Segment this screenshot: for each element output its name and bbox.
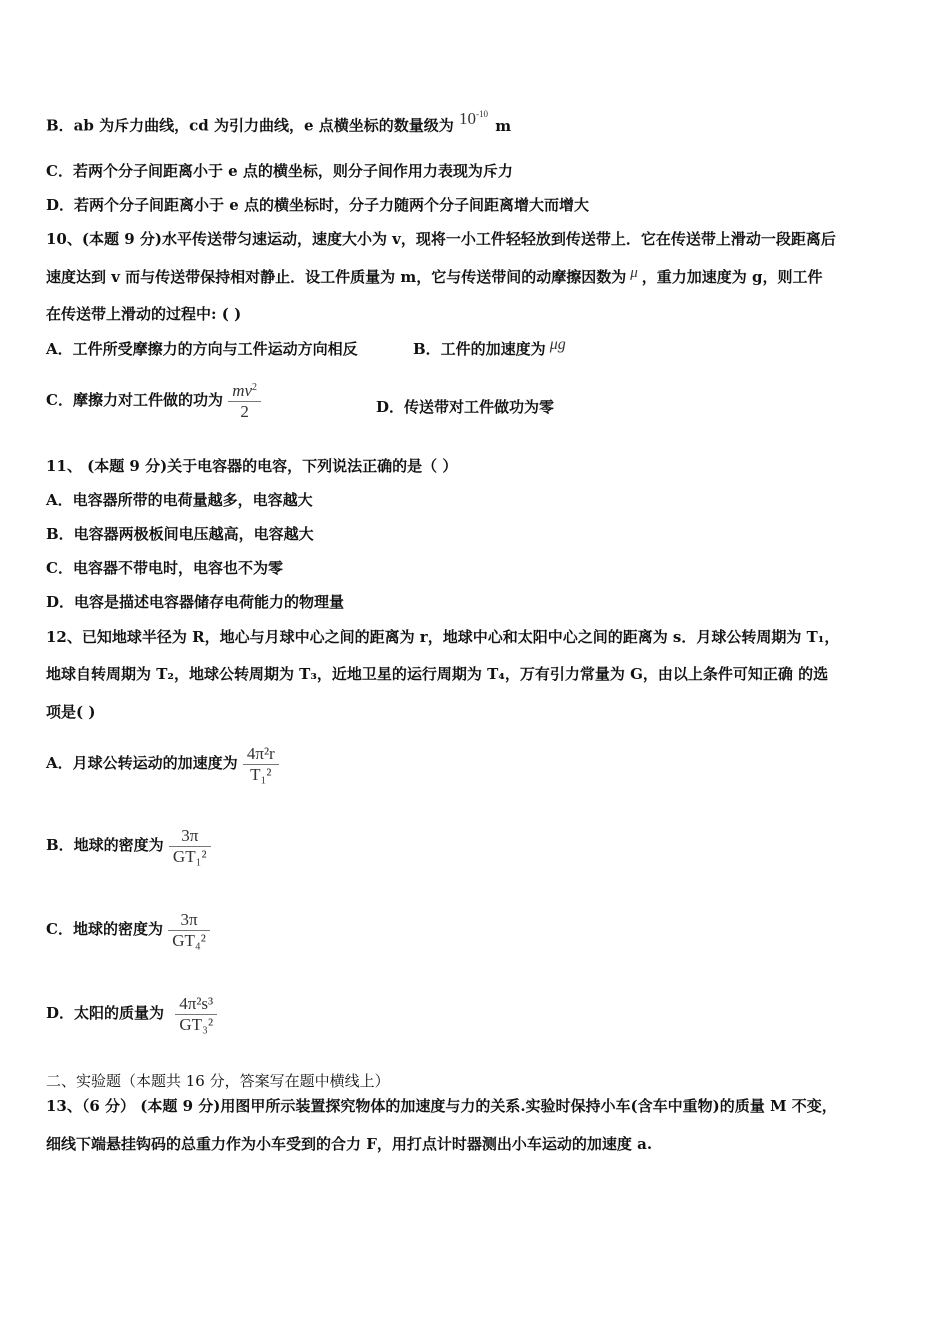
q11-stem: 11、 (本题 9 分)关于电容器的电容，下列说法正确的是（ ） bbox=[46, 457, 458, 475]
fraction-numerator bbox=[228, 382, 261, 401]
q10-option-b bbox=[413, 336, 566, 360]
q12-stem-line3: 项是( ) bbox=[46, 703, 96, 721]
numerator-exponent: 2 bbox=[252, 381, 258, 393]
q11-option-d: D．电容是描述电容器储存电荷能力的物理量 bbox=[46, 593, 345, 611]
q12-stem-line2: 地球自转周期为 T₂，地球公转周期为 T₃，近地卫星的运行周期为 T₄，万有引力常量为 G，由以上条件可知正确 的选 bbox=[46, 665, 829, 683]
q12-option-d-text: D．太阳的质量为 bbox=[46, 1004, 165, 1022]
q11-option-c: C．电容器不带电时，电容也不为零 bbox=[46, 559, 283, 577]
q10-option-c bbox=[46, 376, 261, 424]
q12-stem-line1: 12、已知地球半径为 R，地心与月球中心之间的距离为 r，地球中心和太阳中心之间的距离为 s．月球公转周期为 T₁， bbox=[46, 628, 840, 646]
q9-option-b bbox=[46, 109, 512, 139]
q10-stem-line1: 10、(本题 9 分)水平传送带匀速运动，速度大小为 v，现将一小工件轻轻放到传送带上．它在传送带上滑动一段距离后 bbox=[46, 230, 836, 248]
q10-stem-line3: 在传送带上滑动的过程中: ( ) bbox=[46, 305, 242, 323]
q10-option-b-formula: μg bbox=[549, 336, 566, 353]
numerator-text: mv bbox=[232, 380, 253, 400]
q9-option-b-unit: m bbox=[495, 116, 512, 135]
q11-option-a: A．电容器所带的电荷量越多，电容越大 bbox=[46, 491, 313, 509]
q10-stem-line2-a: 速度达到 v 而与传送带保持相对静止．设工件质量为 m，它与传送带间的动摩擦因数为 bbox=[46, 268, 627, 286]
q12-option-b bbox=[46, 820, 211, 870]
q11-option-b: B．电容器两极板间电压越高，电容越大 bbox=[46, 525, 314, 543]
fraction-denominator: GT₁² bbox=[172, 846, 207, 866]
fraction-denominator: T₁² bbox=[250, 764, 272, 784]
q13-stem-line2: 细线下端悬挂钩码的总重力作为小车受到的合力 F，用打点计时器测出小车运动的加速度 a. bbox=[46, 1135, 653, 1153]
fraction-denominator: GT₄² bbox=[172, 930, 206, 950]
fraction-denominator: GT₃² bbox=[179, 1014, 214, 1034]
q12-option-b-fraction bbox=[169, 827, 211, 866]
q10-option-c-text: C．摩擦力对工件做的功为 bbox=[46, 391, 223, 409]
q9-option-b-power bbox=[459, 104, 488, 129]
fraction-numerator: 4π²r bbox=[246, 743, 275, 763]
q9-option-c: C．若两个分子间距离小于 e 点的横坐标，则分子间作用力表现为斥力 bbox=[46, 162, 513, 180]
fraction-numerator: 3π bbox=[181, 825, 199, 845]
q12-option-b-text: B．地球的密度为 bbox=[46, 836, 164, 854]
q12-option-a-fraction bbox=[243, 745, 279, 784]
q10-mu-symbol: μ bbox=[630, 265, 638, 281]
q12-option-c bbox=[46, 904, 210, 954]
q10-option-b-text: B．工件的加速度为 bbox=[413, 340, 546, 358]
q10-option-d: D．传送带对工件做功为零 bbox=[376, 398, 555, 416]
q10-option-a-text: A．工件所受摩擦力的方向与工件运动方向相反 bbox=[46, 340, 358, 358]
fraction-numerator: 3π bbox=[180, 909, 198, 929]
q10-stem-line2-b: ，重力加速度为 g，则工件 bbox=[641, 268, 823, 286]
q9-power-base: 10 bbox=[458, 109, 476, 128]
q9-option-b-text: B．ab 为斥力曲线，cd 为引力曲线，e 点横坐标的数量级为 bbox=[46, 116, 454, 135]
q13-stem-line1: 13、（6 分） (本题 9 分)用图甲所示装置探究物体的加速度与力的关系.实验时保持小车(含车中重物)的质量 M 不变， bbox=[46, 1097, 837, 1115]
section-heading-experiments: 二、实验题（本题共 16 分，答案写在题中横线上） bbox=[46, 1072, 390, 1090]
fraction-numerator: 4π²s³ bbox=[179, 993, 214, 1013]
q12-option-d-fraction bbox=[175, 995, 217, 1034]
q12-option-a bbox=[46, 738, 279, 788]
q12-option-c-text: C．地球的密度为 bbox=[46, 920, 163, 938]
q9-power-exponent: -10 bbox=[475, 109, 488, 119]
q12-option-a-text: A．月球公转运动的加速度为 bbox=[46, 754, 238, 772]
q9-option-d: D．若两个分子间距离小于 e 点的横坐标时，分子力随两个分子间距离增大而增大 bbox=[46, 196, 589, 214]
q12-option-c-fraction bbox=[168, 911, 210, 950]
q10-option-a bbox=[46, 339, 358, 359]
q10-stem-line2 bbox=[46, 267, 823, 288]
fraction-denominator: 2 bbox=[240, 401, 249, 421]
q10-option-c-fraction bbox=[228, 382, 261, 421]
q12-option-d bbox=[46, 988, 217, 1038]
